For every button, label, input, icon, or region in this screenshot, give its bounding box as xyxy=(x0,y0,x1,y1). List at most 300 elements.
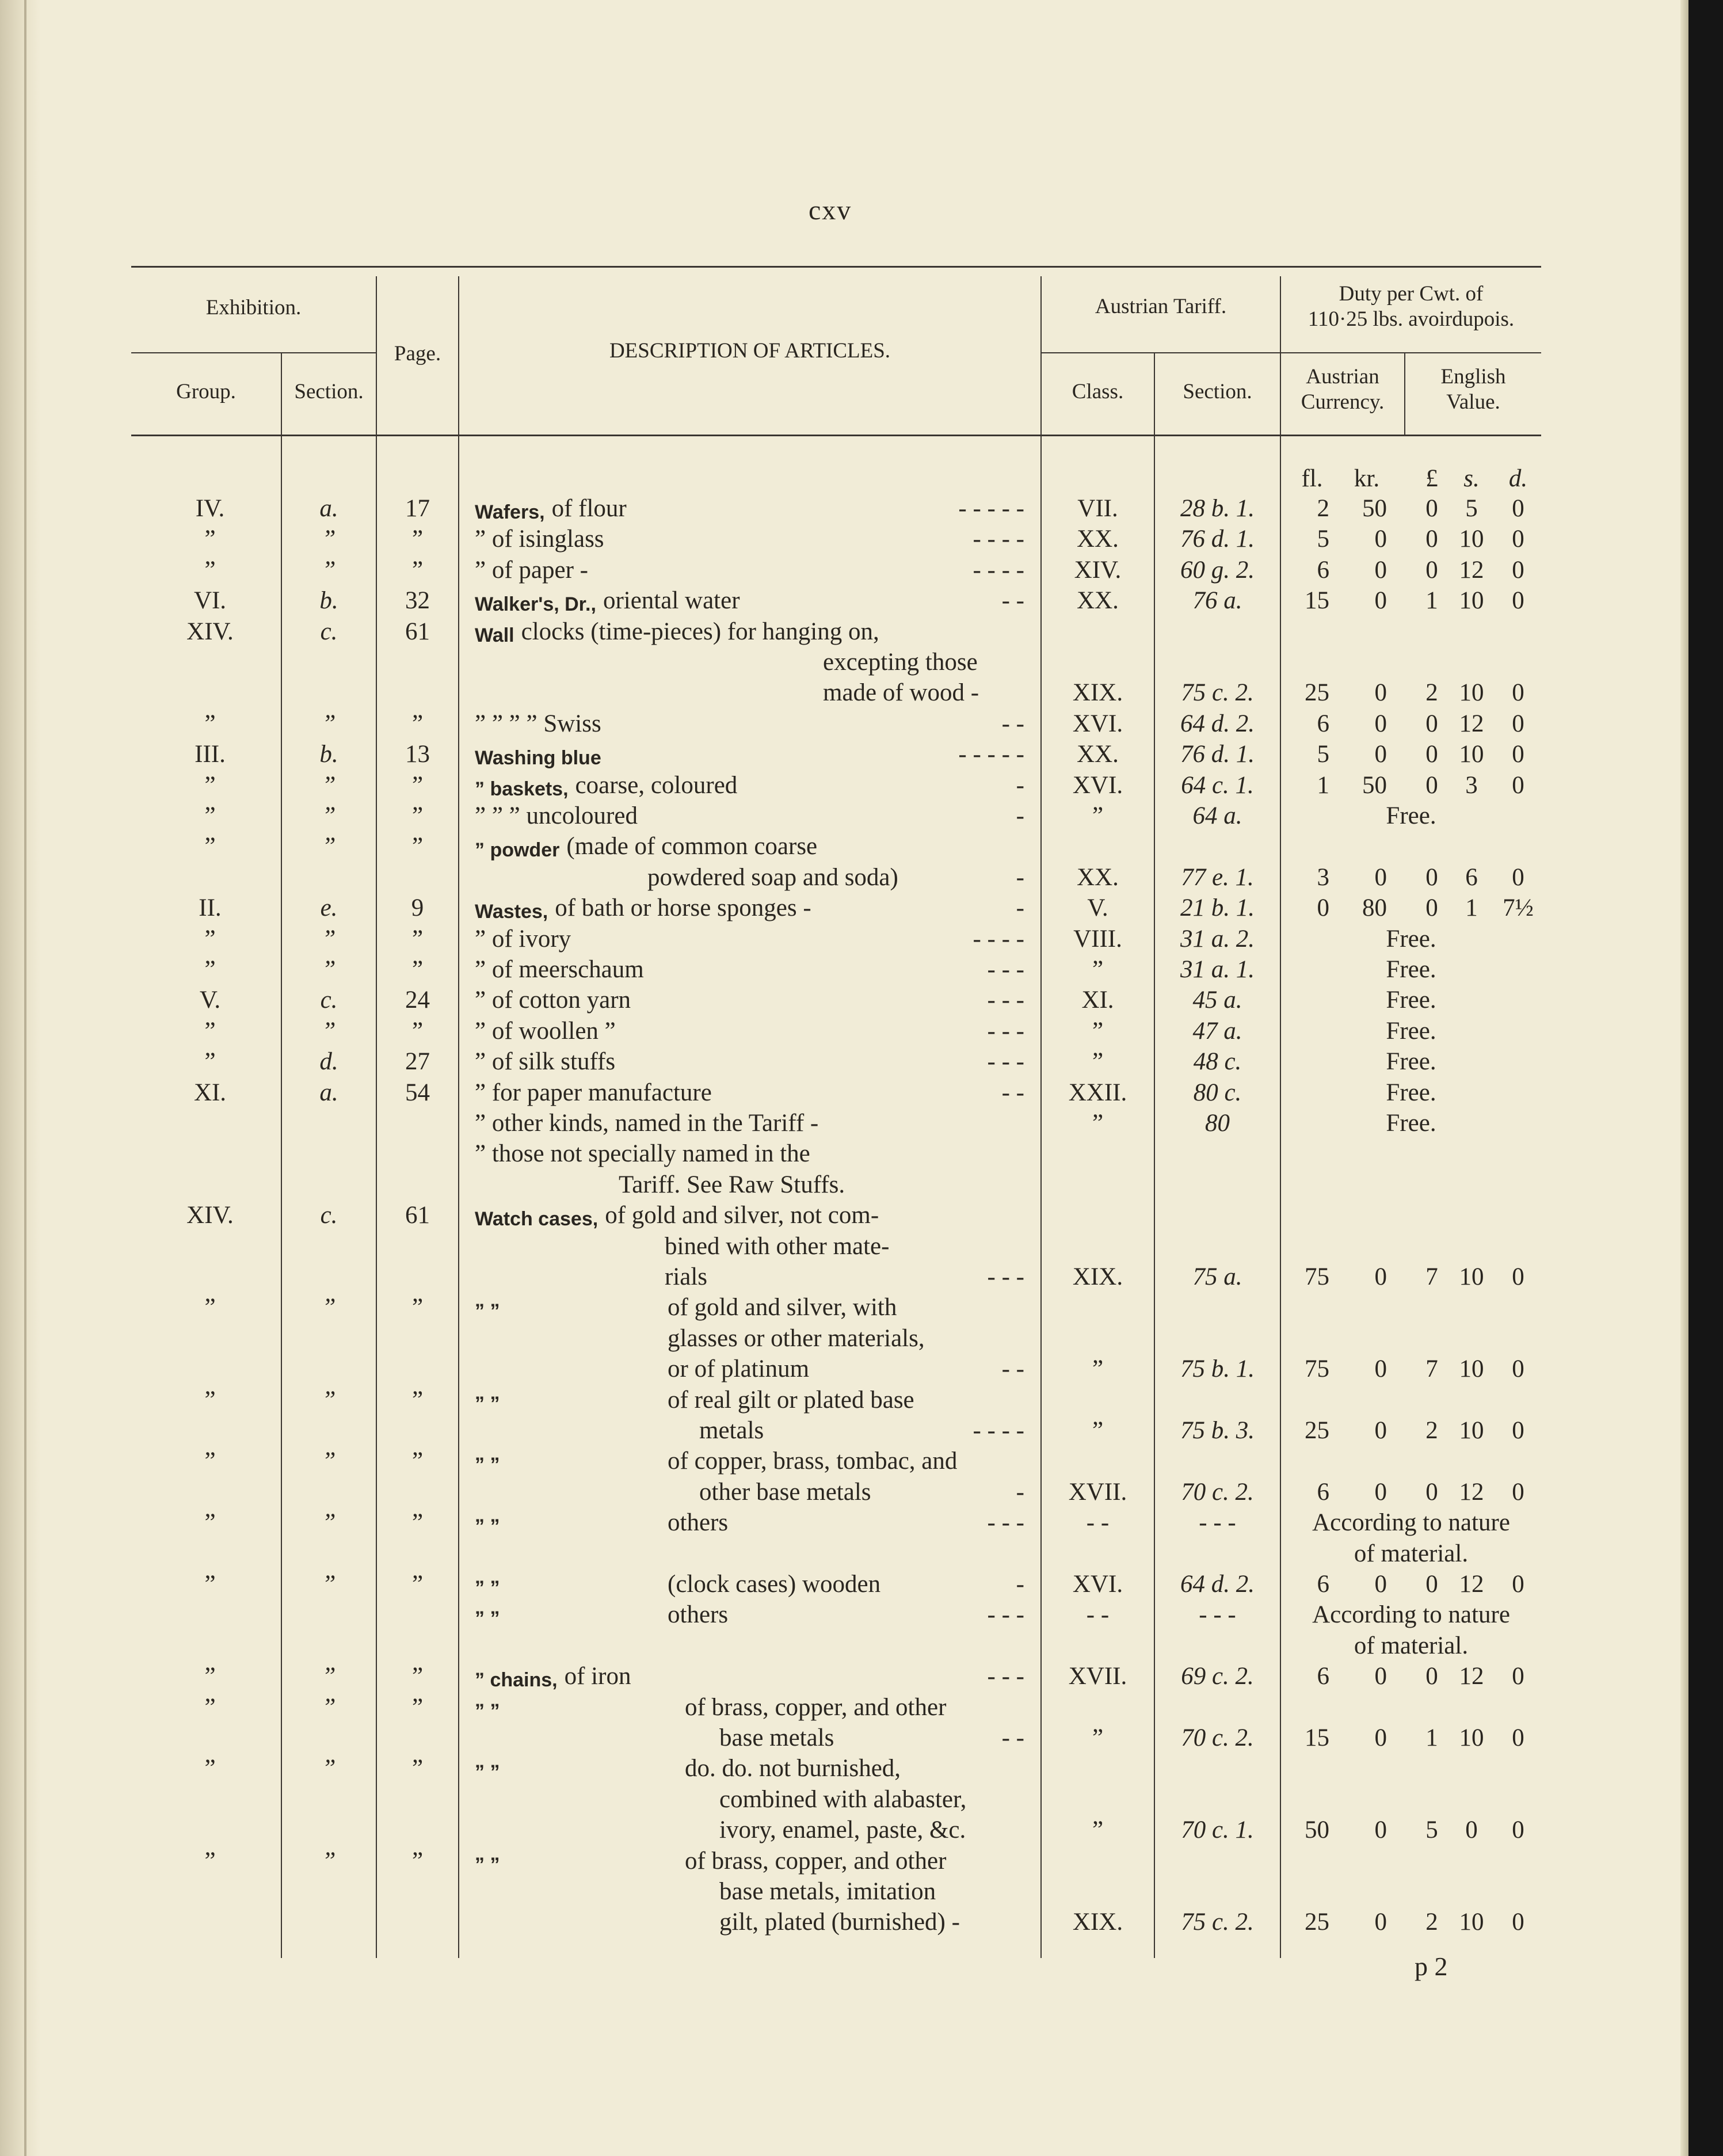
article-description: ” those not specially named in the xyxy=(475,1140,810,1167)
leader-dots: - - - xyxy=(987,1663,1024,1690)
tariff-class: XIX. xyxy=(1072,1263,1123,1290)
duty-pounds: 0 xyxy=(1425,741,1438,768)
duty-kreuzer: 0 xyxy=(1374,1724,1387,1751)
leader-dots: - - - - xyxy=(973,557,1024,584)
section-cell: c. xyxy=(320,986,338,1014)
article-description: or of platinum xyxy=(668,1355,810,1382)
article-key: ” powder xyxy=(475,839,560,861)
page-cell: 61 xyxy=(405,1202,430,1229)
page-cell: ” xyxy=(411,1448,424,1475)
duty-note: Free. xyxy=(1386,1048,1436,1075)
article-description: rials xyxy=(665,1263,708,1290)
page-cell: ” xyxy=(411,710,424,737)
tariff-section: - - - xyxy=(1199,1601,1236,1628)
leader-dots: - - - xyxy=(987,986,1024,1014)
duty-note: According to nature xyxy=(1312,1509,1510,1536)
duty-pounds: 1 xyxy=(1425,587,1438,614)
scan-background xyxy=(1688,0,1723,2156)
header-duty: Duty per Cwt. of xyxy=(1339,282,1484,306)
tariff-class: - - xyxy=(1086,1509,1110,1536)
article-description: ” for paper manufacture xyxy=(475,1079,712,1106)
tariff-section: 70 c. 2. xyxy=(1181,1724,1254,1751)
duty-note: Free. xyxy=(1386,802,1436,829)
tariff-section: 70 c. 2. xyxy=(1181,1479,1254,1506)
group-cell: ” xyxy=(204,925,216,953)
tariff-section: - - - xyxy=(1199,1509,1236,1536)
page-cell: 54 xyxy=(405,1079,430,1106)
duty-pounds: 0 xyxy=(1425,1479,1438,1506)
group-cell: II. xyxy=(199,894,222,921)
header-class: Class. xyxy=(1072,380,1124,403)
leader-dots: - - xyxy=(1001,587,1024,614)
duty-note: of material. xyxy=(1354,1632,1469,1659)
unit-pence: d. xyxy=(1508,465,1528,492)
duty-florins: 15 xyxy=(1305,1724,1329,1751)
group-cell: ” xyxy=(204,1018,216,1045)
group-cell: XI. xyxy=(193,1079,227,1106)
article-description: do. do. not burnished, xyxy=(685,1755,901,1782)
header-english-value: English xyxy=(1440,365,1506,388)
section-cell: ” xyxy=(322,1448,336,1475)
tariff-class: XX. xyxy=(1077,525,1119,553)
duty-pounds: 0 xyxy=(1425,557,1438,584)
group-cell: ” xyxy=(204,802,216,829)
duty-pounds: 0 xyxy=(1425,1571,1438,1598)
duty-shillings: 10 xyxy=(1459,525,1484,553)
leader-dots: - - - xyxy=(987,1509,1024,1536)
duty-shillings: 12 xyxy=(1459,1663,1484,1690)
group-cell: ” xyxy=(204,772,216,799)
leader-dots: - - xyxy=(1001,1079,1024,1106)
group-cell: ” xyxy=(204,557,216,584)
tariff-class: ” xyxy=(1092,1724,1104,1751)
group-cell: XIV. xyxy=(186,1202,234,1229)
duty-shillings: 10 xyxy=(1459,741,1484,768)
unit-fl: fl. xyxy=(1301,465,1323,492)
article-description: ” of isinglass xyxy=(475,525,604,553)
duty-pounds: 0 xyxy=(1425,1663,1438,1690)
section-cell: ” xyxy=(322,557,336,584)
header-section: Section. xyxy=(294,380,364,403)
duty-pounds: 0 xyxy=(1425,495,1438,522)
page-edge xyxy=(1680,0,1688,2156)
duty-shillings: 10 xyxy=(1459,587,1484,614)
unit-pound: £ xyxy=(1425,465,1438,492)
article-description: ” ” ” ” Swiss xyxy=(475,710,601,737)
exhibition-rule xyxy=(131,352,376,353)
duty-pounds: 0 xyxy=(1425,710,1438,737)
page-cell: ” xyxy=(411,1571,424,1598)
page-cell: ” xyxy=(411,557,424,584)
group-cell: VI. xyxy=(193,587,227,614)
tariff-class: ” xyxy=(1092,1417,1104,1444)
duty-kreuzer: 50 xyxy=(1362,772,1387,799)
tariff-class: XIV. xyxy=(1074,557,1122,584)
leader-dots: - - xyxy=(1001,1355,1024,1382)
duty-shillings: 5 xyxy=(1465,495,1478,522)
section-cell: c. xyxy=(320,618,338,645)
duty-pence: 0 xyxy=(1512,1355,1524,1382)
article-description: base metals xyxy=(719,1724,834,1751)
tariff-class: XX. xyxy=(1077,587,1119,614)
leader-dots: - - - xyxy=(987,1018,1024,1045)
duty-pence: 0 xyxy=(1512,864,1524,891)
page-cell: ” xyxy=(411,1018,424,1045)
article-key: Washing blue xyxy=(475,747,601,769)
tariff-class: XVI. xyxy=(1072,1571,1123,1598)
article-key: ” ” xyxy=(475,1700,500,1722)
tariff-section: 75 b. 3. xyxy=(1180,1417,1255,1444)
duty-florins: 6 xyxy=(1317,1479,1329,1506)
duty-pounds: 0 xyxy=(1425,894,1438,921)
duty-kreuzer: 0 xyxy=(1374,710,1387,737)
leader-dots: - - - xyxy=(987,1263,1024,1290)
article-description: of iron xyxy=(564,1663,631,1690)
article-description: of real gilt or plated base xyxy=(668,1386,914,1414)
tariff-section: 77 e. 1. xyxy=(1181,864,1254,891)
section-cell: d. xyxy=(319,1048,338,1075)
leader-dots: - xyxy=(1016,1479,1024,1506)
duty-kreuzer: 0 xyxy=(1374,557,1387,584)
article-description: ” of meerschaum xyxy=(475,956,644,983)
page-cell: ” xyxy=(411,1694,424,1721)
page-cell: 17 xyxy=(405,495,430,522)
page-cell: 32 xyxy=(405,587,430,614)
section-cell: ” xyxy=(322,1571,336,1598)
duty-pounds: 2 xyxy=(1425,1909,1438,1936)
tariff-class: XXII. xyxy=(1068,1079,1127,1106)
section-cell: ” xyxy=(322,1694,336,1721)
article-key: ” ” xyxy=(475,1393,500,1415)
duty-note: Free. xyxy=(1386,1110,1436,1137)
tariff-section: 75 c. 2. xyxy=(1181,1909,1254,1936)
duty-florins: 25 xyxy=(1305,1417,1329,1444)
group-cell: ” xyxy=(204,1755,216,1782)
section-cell: ” xyxy=(322,710,336,737)
article-key: ” ” xyxy=(475,1761,500,1783)
page-cell: ” xyxy=(411,772,424,799)
tariff-class: XX. xyxy=(1077,741,1119,768)
duty-florins: 25 xyxy=(1305,1909,1329,1936)
article-description: Tariff. See Raw Stuffs. xyxy=(619,1171,845,1198)
duty-kreuzer: 0 xyxy=(1374,1816,1387,1843)
duty-kreuzer: 0 xyxy=(1374,1355,1387,1382)
duty-kreuzer: 0 xyxy=(1374,525,1387,553)
tariff-class: XVI. xyxy=(1072,710,1123,737)
leader-dots: - - - xyxy=(987,1601,1024,1628)
duty-kreuzer: 0 xyxy=(1374,1417,1387,1444)
duty-pence: 0 xyxy=(1512,1663,1524,1690)
article-description: of copper, brass, tombac, and xyxy=(668,1448,958,1475)
duty-pounds: 7 xyxy=(1425,1263,1438,1290)
tariff-section: 75 b. 1. xyxy=(1180,1355,1255,1382)
duty-kreuzer: 0 xyxy=(1374,1663,1387,1690)
article-description: bined with other mate- xyxy=(665,1233,890,1260)
duty-pence: 0 xyxy=(1512,587,1524,614)
page-cell: ” xyxy=(411,1294,424,1321)
article-description: ” of ivory xyxy=(475,925,571,953)
page-cell: ” xyxy=(411,525,424,553)
duty-kreuzer: 0 xyxy=(1374,1479,1387,1506)
section-cell: ” xyxy=(322,1755,336,1782)
page-cell: 9 xyxy=(411,894,424,921)
duty-pounds: 2 xyxy=(1425,1417,1438,1444)
duty-pence: 0 xyxy=(1512,772,1524,799)
header-page: Page. xyxy=(394,342,441,365)
duty-pounds: 1 xyxy=(1425,1724,1438,1751)
duty-kreuzer: 0 xyxy=(1374,587,1387,614)
header-exhibition: Exhibition. xyxy=(205,296,302,319)
tariff-section: 80 c. xyxy=(1193,1079,1242,1106)
tariff-section: 28 b. 1. xyxy=(1180,495,1255,522)
page-cell: ” xyxy=(411,1509,424,1536)
leader-dots: - - xyxy=(1001,710,1024,737)
duty-shillings: 3 xyxy=(1465,772,1478,799)
duty-pence: 0 xyxy=(1512,679,1524,706)
header-english-value-2: Value. xyxy=(1446,390,1500,414)
article-description: combined with alabaster, xyxy=(719,1786,967,1813)
tariff-section: 76 a. xyxy=(1192,587,1242,614)
leader-dots: - - - xyxy=(987,956,1024,983)
duty-florins: 2 xyxy=(1317,495,1329,522)
leader-dots: - xyxy=(1016,894,1024,921)
duty-note: Free. xyxy=(1386,1079,1436,1106)
duty-florins: 75 xyxy=(1305,1355,1329,1382)
tariff-class: ” xyxy=(1092,802,1104,829)
tariff-section: 69 c. 2. xyxy=(1181,1663,1254,1690)
section-cell: c. xyxy=(320,1202,338,1229)
duty-florins: 25 xyxy=(1305,679,1329,706)
duty-kreuzer: 0 xyxy=(1374,1909,1387,1936)
tariff-class: XI. xyxy=(1081,986,1114,1014)
duty-pence: 0 xyxy=(1512,1571,1524,1598)
section-cell: ” xyxy=(322,1663,336,1690)
unit-shilling: s. xyxy=(1463,465,1480,492)
duty-pence: 0 xyxy=(1512,1417,1524,1444)
duty-shillings: 10 xyxy=(1459,1417,1484,1444)
binding-shadow xyxy=(24,0,26,2156)
tariff-section: 70 c. 1. xyxy=(1181,1816,1254,1843)
group-cell: V. xyxy=(199,986,221,1014)
duty-pounds: 7 xyxy=(1425,1355,1438,1382)
duty-shillings: 10 xyxy=(1459,1263,1484,1290)
article-description: gilt, plated (burnished) - xyxy=(719,1909,960,1936)
article-key: ” ” xyxy=(475,1608,500,1629)
tariff-class: VII. xyxy=(1077,495,1118,522)
duty-florins: 1 xyxy=(1317,772,1329,799)
duty-florins: 5 xyxy=(1317,741,1329,768)
leader-dots: - - - - xyxy=(973,1417,1024,1444)
duty-florins: 15 xyxy=(1305,587,1329,614)
article-description: ” other kinds, named in the Tariff - xyxy=(475,1110,819,1137)
group-cell: ” xyxy=(204,1448,216,1475)
duty-pounds: 2 xyxy=(1425,679,1438,706)
page-cell: ” xyxy=(411,925,424,953)
duty-note: Free. xyxy=(1386,925,1436,953)
article-description: of gold and silver, not com- xyxy=(605,1202,879,1229)
duty-pence: 0 xyxy=(1512,525,1524,553)
section-cell: e. xyxy=(320,894,338,921)
duty-shillings: 12 xyxy=(1459,557,1484,584)
article-description: others xyxy=(668,1509,729,1536)
section-cell: ” xyxy=(322,925,336,953)
duty-pence: 0 xyxy=(1512,1816,1524,1843)
tariff-section: 75 a. xyxy=(1192,1263,1242,1290)
article-description: ” of silk stuffs xyxy=(475,1048,616,1075)
article-description: glasses or other materials, xyxy=(668,1325,925,1352)
article-description: powdered soap and soda) xyxy=(647,864,898,891)
duty-shillings: 6 xyxy=(1465,864,1478,891)
duty-pounds: 5 xyxy=(1425,1816,1438,1843)
header-group: Group. xyxy=(176,380,236,403)
tariff-section: 76 d. 1. xyxy=(1180,525,1255,553)
duty-kreuzer: 0 xyxy=(1374,864,1387,891)
page-cell: ” xyxy=(411,1386,424,1414)
duty-florins: 6 xyxy=(1317,557,1329,584)
tariff-class: XVI. xyxy=(1072,772,1123,799)
group-cell: ” xyxy=(204,525,216,553)
tariff-section: 60 g. 2. xyxy=(1180,557,1255,584)
article-key: ” chains, xyxy=(475,1669,558,1691)
duty-shillings: 10 xyxy=(1459,679,1484,706)
duty-shillings: 12 xyxy=(1459,1479,1484,1506)
tariff-class: XVII. xyxy=(1068,1479,1127,1506)
tariff-section: 75 c. 2. xyxy=(1181,679,1254,706)
tariff-section: 31 a. 2. xyxy=(1180,925,1255,953)
page-cell: ” xyxy=(411,1848,424,1875)
tariff-section: 47 a. xyxy=(1192,1018,1242,1045)
tariff-class: XX. xyxy=(1077,864,1119,891)
header-duty-weight: 110·25 lbs. avoirdupois. xyxy=(1308,307,1515,331)
section-cell: ” xyxy=(322,1018,336,1045)
leader-dots: - - - - - xyxy=(958,741,1024,768)
duty-pence: 0 xyxy=(1512,1263,1524,1290)
duty-pence: 0 xyxy=(1512,1479,1524,1506)
article-description: excepting those xyxy=(823,649,978,676)
duty-note: According to nature xyxy=(1312,1601,1510,1628)
article-description: other base metals xyxy=(699,1479,871,1506)
section-cell: a. xyxy=(319,1079,338,1106)
tariff-section: 48 c. xyxy=(1193,1048,1242,1075)
section-cell: ” xyxy=(322,772,336,799)
article-key: Wall xyxy=(475,624,514,646)
duty-kreuzer: 50 xyxy=(1362,495,1387,522)
group-cell: ” xyxy=(204,1294,216,1321)
tariff-section: 80 xyxy=(1205,1110,1230,1137)
duty-pence: 7½ xyxy=(1503,894,1534,921)
duty-florins: 6 xyxy=(1317,1663,1329,1690)
unit-kr: kr. xyxy=(1354,465,1380,492)
page-cell: ” xyxy=(411,956,424,983)
section-cell: ” xyxy=(322,1848,336,1875)
tariff-class: VIII. xyxy=(1073,925,1122,953)
group-cell: ” xyxy=(204,833,216,860)
group-cell: ” xyxy=(204,956,216,983)
header-austrian-currency: Austrian xyxy=(1306,365,1379,388)
group-cell: ” xyxy=(204,1663,216,1690)
section-cell: ” xyxy=(322,1294,336,1321)
tariff-section: 31 a. 1. xyxy=(1180,956,1255,983)
duty-pounds: 0 xyxy=(1425,772,1438,799)
article-key: ” ” xyxy=(475,1854,500,1876)
article-description: ” of paper - xyxy=(475,557,588,584)
duty-note: Free. xyxy=(1386,956,1436,983)
article-description: (clock cases) wooden xyxy=(668,1571,881,1598)
section-cell: ” xyxy=(322,833,336,860)
duty-shillings: 10 xyxy=(1459,1724,1484,1751)
article-description: of brass, copper, and other xyxy=(685,1694,947,1721)
leader-dots: - - - - xyxy=(973,525,1024,553)
group-cell: ” xyxy=(204,1386,216,1414)
article-description: oriental water xyxy=(603,587,740,614)
article-description: ” of cotton yarn xyxy=(475,986,631,1014)
group-cell: ” xyxy=(204,1048,216,1075)
tariff-class: XVII. xyxy=(1068,1663,1127,1690)
duty-pence: 0 xyxy=(1512,1724,1524,1751)
leader-dots: - xyxy=(1016,802,1024,829)
duty-florins: 0 xyxy=(1317,894,1329,921)
tariff-section: 76 d. 1. xyxy=(1180,741,1255,768)
duty-florins: 6 xyxy=(1317,710,1329,737)
tariff-class: XIX. xyxy=(1072,679,1123,706)
article-description: of flour xyxy=(551,495,627,522)
tariff-class: ” xyxy=(1092,1110,1104,1137)
duty-pounds: 0 xyxy=(1425,525,1438,553)
duty-shillings: 0 xyxy=(1465,1816,1478,1843)
article-description: ” ” ” uncoloured xyxy=(475,802,638,829)
page-cell: ” xyxy=(411,833,424,860)
section-cell: ” xyxy=(322,802,336,829)
table-top-rule xyxy=(131,266,1541,268)
duty-shillings: 1 xyxy=(1465,894,1478,921)
duty-florins: 3 xyxy=(1317,864,1329,891)
leader-dots: - - - - xyxy=(973,925,1024,953)
section-cell: ” xyxy=(322,1509,336,1536)
leader-dots: - xyxy=(1016,864,1024,891)
article-key: Wafers, xyxy=(475,501,545,523)
article-description: others xyxy=(668,1601,729,1628)
duty-florins: 75 xyxy=(1305,1263,1329,1290)
tariff-class: ” xyxy=(1092,1816,1104,1843)
article-description: ivory, enamel, paste, &c. xyxy=(719,1816,966,1843)
duty-florins: 50 xyxy=(1305,1816,1329,1843)
duty-shillings: 10 xyxy=(1459,1909,1484,1936)
duty-pence: 0 xyxy=(1512,741,1524,768)
header-description: DESCRIPTION OF ARTICLES. xyxy=(609,339,891,363)
leader-dots: - xyxy=(1016,1571,1024,1598)
article-key: ” ” xyxy=(475,1454,500,1476)
page-cell: 61 xyxy=(405,618,430,645)
tariff-class: - - xyxy=(1086,1601,1110,1628)
tariff-class: XIX. xyxy=(1072,1909,1123,1936)
leader-dots: - - - - - xyxy=(958,495,1024,522)
duty-note: of material. xyxy=(1354,1540,1469,1567)
article-key: ” ” xyxy=(475,1515,500,1537)
duty-pence: 0 xyxy=(1512,495,1524,522)
group-cell: IV. xyxy=(195,495,225,522)
article-description: of brass, copper, and other xyxy=(685,1848,947,1875)
article-key: ” ” xyxy=(475,1300,500,1322)
tariff-section: 64 d. 2. xyxy=(1180,710,1255,737)
page-cell: ” xyxy=(411,802,424,829)
header-austrian-tariff: Austrian Tariff. xyxy=(1095,295,1227,318)
tariff-section: 64 d. 2. xyxy=(1180,1571,1255,1598)
page-cell: 24 xyxy=(405,986,430,1014)
group-cell: ” xyxy=(204,710,216,737)
article-description: base metals, imitation xyxy=(719,1878,936,1905)
article-key: Watch cases, xyxy=(475,1208,599,1230)
duty-note: Free. xyxy=(1386,986,1436,1014)
